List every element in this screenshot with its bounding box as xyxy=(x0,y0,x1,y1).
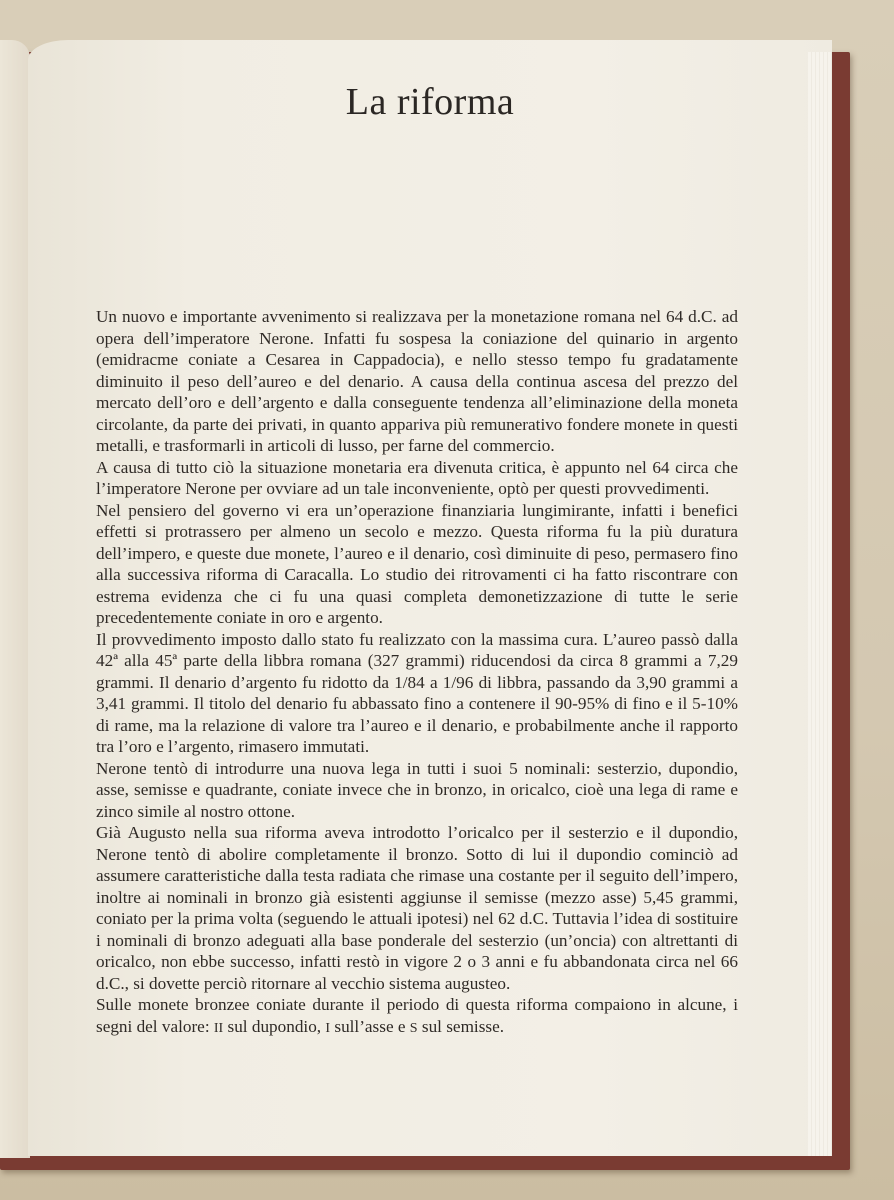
text-segment: sul semisse. xyxy=(417,1016,505,1036)
paragraph: Un nuovo e importante avvenimento si realizzava per la monetazione romana nel 64 d.C. ad opera dell’imperatore Nerone. Infatti fu sospesa la coniazione del quinario in argento (emidracme coniate a Cesarea in Cappadocia), e nello stesso tempo fu gradatamente diminuito il peso dell’aureo e del denario. A causa della continua ascesa del prezzo del mercato dell’oro e dell’argento e dalla conseguente tendenza all’eliminazione della moneta circolante, da parte dei privati, in quanto appariva più remunerativo fondere monete in questi metalli, e trasformarli in articoli di lusso, per farne del commercio. xyxy=(96,307,738,455)
value-mark-semisse: S xyxy=(409,1020,418,1036)
body-text xyxy=(96,306,738,1039)
value-mark-asse: I xyxy=(325,1020,331,1036)
paragraph-last xyxy=(96,994,738,1039)
paragraph: Nel pensiero del governo vi era un’operazione finanziaria lungimirante, infatti i benefici effetti si protrassero per almeno un secolo e mezzo. Questa riforma fu la più duratura dell’impero, e queste due monete, l’aureo e il denario, così diminuite di peso, permasero fino alla successiva riforma di Caracalla. Lo studio dei ritrovamenti ci ha fatto riscontrare con estrema evidenza che ci fu una quasi completa demonetizzazione di tutte le serie precedentemente coniate in oro e argento. xyxy=(96,500,738,627)
paragraph: Il provvedimento imposto dallo stato fu realizzato con la massima cura. L’aureo passò dalla 42ª alla 45ª parte della libbra romana (327 grammi) riducendosi da circa 8 grammi a 7,29 grammi. Il denario d’argento fu ridotto da 1/84 a 1/96 di libbra, passando da 3,90 grammi a 3,41 grammi. Il titolo del denario fu abbassato fino a contenere il 90-95% di fino e il 5-10% di rame, ma la relazione di valore tra l’aureo e il denario, e probabilmente anche il rapporto tra l’oro e l’argento, rimasero immutati. xyxy=(96,629,738,756)
text-segment: sul dupondio, xyxy=(223,1016,326,1036)
paragraph: A causa di tutto ciò la situazione monetaria era divenuta critica, è appunto nel 64 circa che l’imperatore Nerone per ovviare ad un tale inconveniente, optò per questi provvedimenti. xyxy=(96,457,738,498)
value-mark-dupondio: II xyxy=(213,1020,224,1036)
paragraph: Nerone tentò di introdurre una nuova lega in tutti i suoi 5 nominali: sesterzio, dupondio, asse, semisse e quadrante, coniate invece che in bronzo, in oricalco, cioè una lega di rame e zinco simile al nostro ottone. xyxy=(96,758,738,821)
text-segment: sull’asse e xyxy=(330,1016,410,1036)
page-title: La riforma xyxy=(345,81,515,123)
left-page-edge xyxy=(0,40,30,1158)
page-edges xyxy=(808,52,832,1156)
text-segment: Sulle monete bronzee coniate durante il periodo di questa riforma compaiono in alcune, i segni del valore: xyxy=(96,995,738,1036)
book-page xyxy=(28,40,832,1156)
paragraph: Già Augusto nella sua riforma aveva introdotto l’oricalco per il sesterzio e il dupondio, Nerone tentò di abolire completamente il bronzo. Sotto di lui il dupondio cominciò ad assumere caratteristiche dalla testa radiata che rimase una costante per il seguito dell’impero, inoltre ai nominali in bronzo già esistenti aggiunse il semisse (mezzo asse) 5,45 grammi, coniato per la prima volta (seguendo le attuali ipotesi) nel 62 d.C. Tuttavia l’idea di sostituire i nominali di bronzo adeguati alla base ponderale del sesterzio (un’oncia) con altrettanti di oricalco, non ebbe successo, infatti restò in vigore 2 o 3 anni e fu abbandonata circa nel 66 d.C., si dovette perciò ritornare al vecchio sistema augusteo. xyxy=(96,823,738,993)
